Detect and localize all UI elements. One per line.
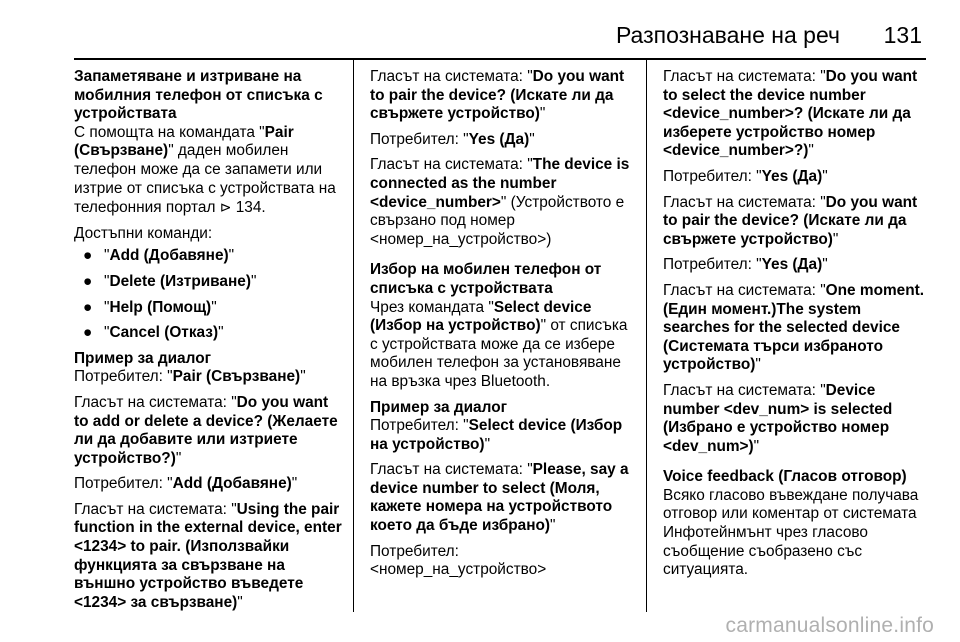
section-heading: Запаметяване и изтриване на мобилния телефон от списъка с устройствата: [74, 68, 323, 123]
dialogue-line: Гласът на системата: "One moment. (Един момент.)The system searches for the selected device (Системата търси избраното устройство)": [663, 281, 925, 374]
column-3: [663, 68, 929, 580]
section-heading: Избор на мобилен телефон от списъка с устройствата: [370, 261, 602, 297]
example-title: Пример за диалог: [74, 349, 212, 367]
dialogue-line: Гласът на системата: "Using the pair function in the external device, enter <1234> to pair. (Използвайки функцията за свързване на външно устройство въведете <1234> за свързване)": [74, 500, 342, 611]
command-list: [74, 247, 346, 342]
dialogue-line: Гласът на системата: "The device is connected as the number <device_number>" (Устройството е свързано под номер <номер_на_устройство>): [370, 156, 630, 248]
column-divider-1: [353, 60, 354, 612]
bullet-icon: ●: [83, 247, 93, 265]
list-item: ● "Cancel (Отказ)": [83, 324, 224, 342]
available-commands-label: Достъпни команди:: [74, 224, 213, 242]
column-divider-2: [646, 60, 647, 612]
bullet-icon: ●: [83, 272, 93, 290]
dialogue-line: Потребител: "Yes (Да)": [663, 256, 828, 274]
example-title: Пример за диалог: [370, 398, 508, 416]
column-2: [370, 68, 638, 580]
dialogue-line: Гласът на системата: "Do you want to pair the device? (Искате ли да свържете устройство)": [370, 68, 625, 123]
list-item: ● "Help (Помощ)": [83, 298, 217, 316]
dialogue-line: Потребител: "Add (Добавяне)": [74, 475, 298, 493]
list-item: ● "Delete (Изтриване)": [83, 272, 257, 290]
dialogue-line: Потребител: <номер_на_устройство>: [370, 542, 547, 579]
dialogue-line: Потребител: "Yes (Да)": [370, 130, 535, 148]
page-header: [0, 0, 960, 60]
dialogue-line: Гласът на системата: "Please, say a device number to select (Моля, кажете номера на устройството което да бъде избрано)": [370, 461, 629, 535]
header-rule: [74, 58, 926, 60]
dialogue-line: Гласът на системата: "Do you want to select the device number <device_number>? (Искате ли да изберете устройство номер <device_number>?)": [663, 68, 918, 160]
page-reference-arrow-icon: ⊳: [219, 199, 232, 216]
section-heading: Voice feedback (Гласов отговор): [663, 468, 907, 486]
bullet-icon: ●: [83, 298, 93, 316]
page-number: 131: [883, 22, 922, 48]
bullet-icon: ●: [83, 324, 93, 342]
dialogue-line: Гласът на системата: "Do you want to add or delete a device? (Желаете ли да добавите или изтриете устройство?)": [74, 393, 338, 467]
dialogue-line: Гласът на системата: "Device number <dev_num> is selected (Избрано е устройство номер <dev_num>)": [663, 381, 893, 455]
watermark: carmanualsonline.info: [725, 614, 934, 637]
section-title: Разпознаване на реч: [615, 22, 840, 48]
paragraph: С помощта на командата "Pair (Свързване)" даден мобилен телефон може да се запамети или изтрие от списъка с устройствата на телефонния портал ⊳ 134.: [74, 123, 336, 217]
column-1: [74, 68, 346, 612]
dialogue-line: Потребител: "Pair (Свързване)": [74, 368, 306, 386]
paragraph: Чрез командата "Select device (Избор на устройство)" от списъка с устройствата може да се избере мобилен телефон за установяване на връзка чрез Bluetooth.: [370, 298, 628, 390]
list-item: ● "Add (Добавяне)": [83, 247, 235, 265]
dialogue-line: Потребител: "Yes (Да)": [663, 167, 828, 185]
paragraph: Всяко гласово въвеждане получава отговор или коментар от системата Инфотейнмънт чрез гласово съобщение съобразено със ситуацията.: [663, 486, 919, 579]
dialogue-line: Гласът на системата: "Do you want to pair the device? (Искате ли да свържете устройство)": [663, 193, 918, 248]
dialogue-line: Потребител: "Select device (Избор на устройство)": [370, 417, 623, 453]
